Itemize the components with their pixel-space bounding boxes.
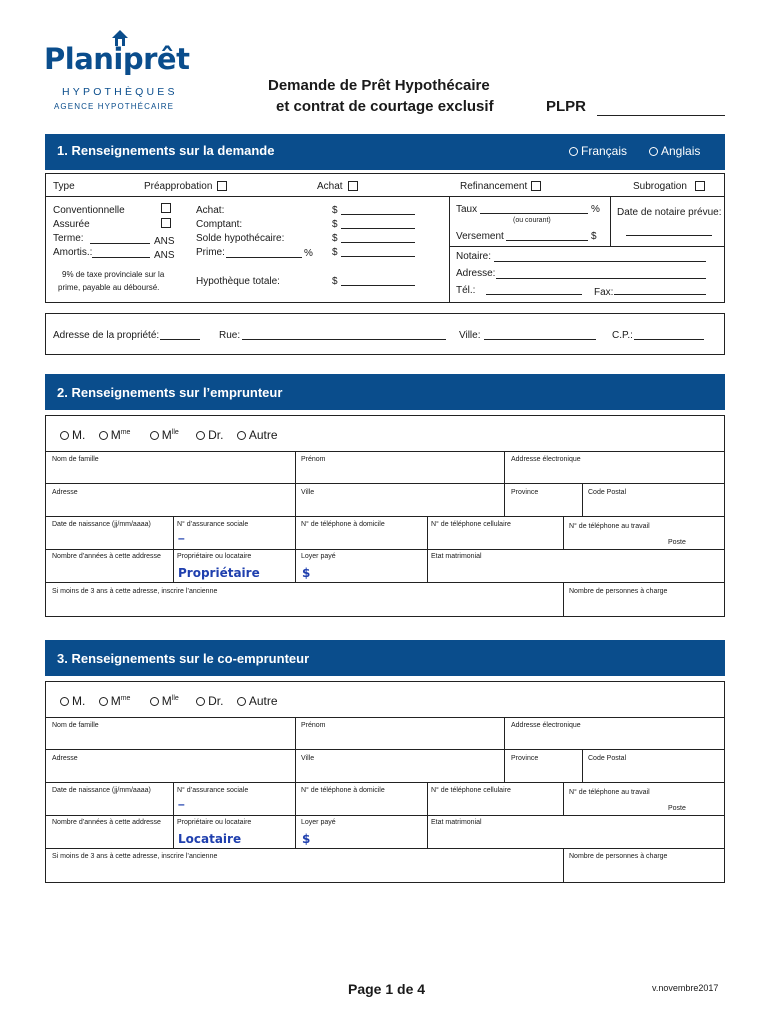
cp-input[interactable]: [634, 339, 704, 340]
title-dr-option[interactable]: Dr.: [196, 694, 223, 708]
logo-name: Planiprêt: [44, 42, 190, 76]
dollar-sign: $: [332, 205, 338, 216]
notaire-tel-input[interactable]: [486, 294, 582, 295]
section3-title: 3. Renseignements sur le co-emprunteur: [57, 651, 310, 666]
grid-line: [563, 516, 564, 549]
achat-amount-label: Achat:: [196, 205, 225, 216]
dollar-sign: $: [332, 247, 338, 258]
tel-cell-field[interactable]: N° de téléphone cellulaire: [431, 787, 511, 794]
refi-divider: [449, 196, 450, 303]
notaire-adresse-label: Adresse:: [456, 268, 496, 279]
nom-field[interactable]: Nom de famille: [52, 456, 99, 463]
plpr-label: PLPR: [546, 98, 587, 115]
grid-line: [563, 782, 564, 815]
personnes-field[interactable]: Nombre de personnes à charge: [569, 853, 668, 860]
tel-trav-field[interactable]: N° de téléphone au travail: [569, 523, 650, 530]
naissance-field[interactable]: Date de naissance (jj/mm/aaaa): [52, 787, 151, 794]
taux-input[interactable]: [480, 213, 588, 214]
loyer-label: Loyer payé: [301, 819, 336, 826]
grid-line: [173, 782, 174, 848]
lang-fr-label: Français: [581, 144, 628, 158]
grid-line: [45, 749, 725, 750]
date-notaire-label: Date de notaire prévue:: [617, 207, 722, 218]
radio-icon: [99, 431, 108, 440]
comptant-label: Comptant:: [196, 219, 243, 230]
terme-input[interactable]: [90, 243, 150, 244]
grid-line: [45, 782, 725, 783]
grid-line: [45, 483, 725, 484]
grid-line: [582, 483, 583, 516]
type-header-line: [45, 196, 725, 197]
adresse-prop-input[interactable]: [160, 339, 200, 340]
radio-icon: [569, 147, 578, 156]
notaire-input[interactable]: [494, 261, 706, 262]
prenom-field[interactable]: Prénom: [301, 722, 326, 729]
grid-line: [45, 717, 725, 718]
versement-dollar: $: [591, 231, 597, 242]
adresse-field[interactable]: Adresse: [52, 755, 78, 762]
prime-label: Prime:: [196, 247, 225, 258]
comptant-input[interactable]: [341, 228, 415, 229]
grid-line: [504, 483, 505, 516]
grid-line: [45, 451, 725, 452]
notaire-label: Notaire:: [456, 251, 492, 262]
logo-line2: AGENCE HYPOTHÉCAIRE: [54, 102, 175, 111]
terme-label: Terme:: [53, 233, 84, 244]
email-field[interactable]: Addresse électronique: [511, 722, 581, 729]
grid-line: [563, 582, 564, 617]
proprio-label: Propriétaire ou locataire: [177, 819, 252, 826]
versement-input[interactable]: [506, 240, 588, 241]
taux-pct: %: [591, 204, 600, 215]
radio-icon: [60, 431, 69, 440]
loyer-label: Loyer payé: [301, 553, 336, 560]
province-field[interactable]: Province: [511, 489, 539, 496]
grid-line: [45, 516, 725, 517]
assuree-checkbox[interactable]: [161, 218, 171, 228]
poste-field[interactable]: Poste: [668, 539, 686, 546]
grid-line: [45, 549, 725, 550]
loyer-value[interactable]: $: [302, 832, 311, 846]
dollar-sign: $: [332, 276, 338, 287]
etat-field[interactable]: Etat matrimonial: [431, 553, 482, 560]
cp-label: C.P.:: [612, 330, 633, 341]
version-label: v.novembre2017: [652, 983, 719, 993]
grid-line: [173, 516, 174, 582]
title-mr-option[interactable]: M.: [60, 694, 85, 708]
form-title-1: Demande de Prêt Hypothécaire: [268, 77, 490, 94]
page-number: Page 1 de 4: [348, 981, 426, 997]
email-field[interactable]: Addresse électronique: [511, 456, 581, 463]
hyp-totale-label: Hypothèque totale:: [196, 276, 280, 287]
dollar-sign: $: [332, 233, 338, 244]
section3-banner: [45, 640, 725, 676]
grid-line: [427, 782, 428, 848]
achat-amount-input[interactable]: [341, 214, 415, 215]
section2-title: 2. Renseignements sur l’emprunteur: [57, 385, 283, 400]
ville-field[interactable]: Ville: [301, 489, 315, 496]
refinancement-checkbox[interactable]: [531, 181, 541, 191]
achat-label: Achat: [317, 181, 343, 192]
grid-line: [295, 717, 296, 848]
prime-pct: %: [304, 248, 313, 259]
grid-line: [295, 451, 296, 582]
grid-line: [45, 582, 725, 583]
type-label: Type: [53, 181, 75, 192]
province-field[interactable]: Province: [511, 755, 539, 762]
preapprobation-checkbox[interactable]: [217, 181, 227, 191]
assuree-label: Assurée: [53, 219, 90, 230]
nom-field[interactable]: Nom de famille: [52, 722, 99, 729]
ville-label: Ville:: [459, 330, 481, 341]
notaire-adresse-input[interactable]: [496, 278, 706, 279]
notaire-fax-label: Fax:: [594, 287, 614, 298]
preapprobation-label: Préapprobation: [144, 181, 213, 192]
grid-line: [427, 516, 428, 582]
conventionnelle-label: Conventionnelle: [53, 205, 125, 216]
title-mme-option[interactable]: $M^{me}$: [99, 694, 131, 708]
refinancement-label: Refinancement: [460, 181, 528, 192]
grid-line: [504, 717, 505, 749]
naissance-field[interactable]: Date de naissance (jj/mm/aaaa): [52, 521, 151, 528]
moins3-field[interactable]: Si moins de 3 ans à cette adresse, inscrire l’ancienne: [52, 588, 218, 595]
form-title-2: et contrat de courtage exclusif: [276, 98, 494, 115]
prenom-field[interactable]: Prénom: [301, 456, 326, 463]
annees-field[interactable]: Nombre d’années à cette addresse: [52, 553, 161, 560]
etat-field[interactable]: Etat matrimonial: [431, 819, 482, 826]
conventionnelle-checkbox[interactable]: [161, 203, 171, 213]
title-mme-option[interactable]: $M^{me}$: [99, 428, 131, 442]
radio-icon: [150, 697, 159, 706]
tel-cell-field[interactable]: N° de téléphone cellulaire: [431, 521, 511, 528]
radio-icon: [237, 697, 246, 706]
tax-note-1: 9% de taxe provinciale sur la: [62, 270, 165, 279]
notaire-fax-input[interactable]: [614, 294, 706, 295]
title-mr-option[interactable]: M.: [60, 428, 85, 442]
taux-label: Taux: [456, 204, 478, 215]
grid-line: [45, 815, 725, 816]
tel-dom-field[interactable]: N° de téléphone à domicile: [301, 521, 385, 528]
section1-title: 1. Renseignements sur la demande: [57, 143, 275, 158]
section2-banner: [45, 374, 725, 410]
adresse-field[interactable]: Adresse: [52, 489, 78, 496]
achat-checkbox[interactable]: [348, 181, 358, 191]
lang-fr-option[interactable]: [569, 144, 627, 158]
nas-dash: –: [178, 531, 185, 545]
logo: [44, 28, 204, 120]
radio-icon: [237, 431, 246, 440]
code-postal-field[interactable]: Code Postal: [588, 489, 627, 496]
grid-line: [45, 848, 725, 849]
grid-line: [582, 749, 583, 782]
radio-icon: [150, 431, 159, 440]
dollar-sign: $: [332, 219, 338, 230]
nas-field[interactable]: N° d’assurance sociale: [177, 787, 249, 794]
ville-input[interactable]: [484, 339, 596, 340]
lang-en-label: Anglais: [661, 144, 701, 158]
rue-input[interactable]: [242, 339, 446, 340]
code-postal-field[interactable]: Code Postal: [588, 755, 627, 762]
title-row-s2: [60, 428, 278, 442]
amortis-unit: ANS: [154, 250, 175, 261]
solde-label: Solde hypothécaire:: [196, 233, 285, 244]
poste-field[interactable]: Poste: [668, 805, 686, 812]
proprio-label: Propriétaire ou locataire: [177, 553, 252, 560]
title-autre-option[interactable]: Autre: [237, 694, 278, 708]
grid-line: [563, 848, 564, 883]
title-dr-option[interactable]: Dr.: [196, 428, 223, 442]
moins3-field[interactable]: Si moins de 3 ans à cette adresse, inscrire l’ancienne: [52, 853, 218, 860]
notaire-tel-label: Tél.:: [456, 285, 476, 296]
prime-input[interactable]: [226, 257, 302, 258]
nas-dash: –: [178, 797, 185, 811]
proprio-value[interactable]: Propriétaire: [178, 566, 260, 580]
section1-banner: [45, 134, 725, 170]
grid-line: [504, 451, 505, 483]
adresse-prop-label: Adresse de la propriété:: [53, 330, 160, 341]
title-mlle-option[interactable]: $M^{lle}$: [150, 428, 179, 442]
date-notaire-input[interactable]: [626, 235, 712, 236]
tel-dom-field[interactable]: N° de téléphone à domicile: [301, 787, 385, 794]
radio-icon: [196, 697, 205, 706]
loyer-value[interactable]: $: [302, 566, 311, 580]
prime-amount-input[interactable]: [341, 256, 415, 257]
grid-line: [504, 749, 505, 782]
amortis-input[interactable]: [92, 257, 150, 258]
terme-unit: ANS: [154, 236, 175, 247]
radio-icon: [196, 431, 205, 440]
tel-trav-field[interactable]: N° de téléphone au travail: [569, 789, 650, 796]
proprio-value[interactable]: Locataire: [178, 832, 242, 846]
versement-label: Versement: [456, 231, 504, 242]
personnes-field[interactable]: Nombre de personnes à charge: [569, 588, 668, 595]
hyp-totale-input[interactable]: [341, 285, 415, 286]
lang-en-option[interactable]: [649, 144, 700, 158]
amortis-label: Amortis.:: [53, 247, 93, 258]
notaire-divider-h: [449, 246, 725, 247]
notaire-divider-v: [610, 196, 611, 246]
subrogation-checkbox[interactable]: [695, 181, 705, 191]
logo-line1: HYPOTHÈQUES: [62, 86, 178, 98]
subrogation-label: Subrogation: [633, 181, 687, 192]
solde-input[interactable]: [341, 242, 415, 243]
annees-field[interactable]: Nombre d’années à cette addresse: [52, 819, 161, 826]
title-row-s3: [60, 694, 278, 708]
nas-field[interactable]: N° d’assurance sociale: [177, 521, 249, 528]
radio-icon: [649, 147, 658, 156]
ou-courant-note: (ou courant): [513, 217, 551, 224]
radio-icon: [99, 697, 108, 706]
title-autre-option[interactable]: Autre: [237, 428, 278, 442]
ville-field[interactable]: Ville: [301, 755, 315, 762]
radio-icon: [60, 697, 69, 706]
plpr-input[interactable]: [597, 115, 725, 116]
tax-note-2: prime, payable au déboursé.: [58, 283, 160, 292]
title-mlle-option[interactable]: $M^{lle}$: [150, 694, 179, 708]
rue-label: Rue:: [219, 330, 241, 341]
